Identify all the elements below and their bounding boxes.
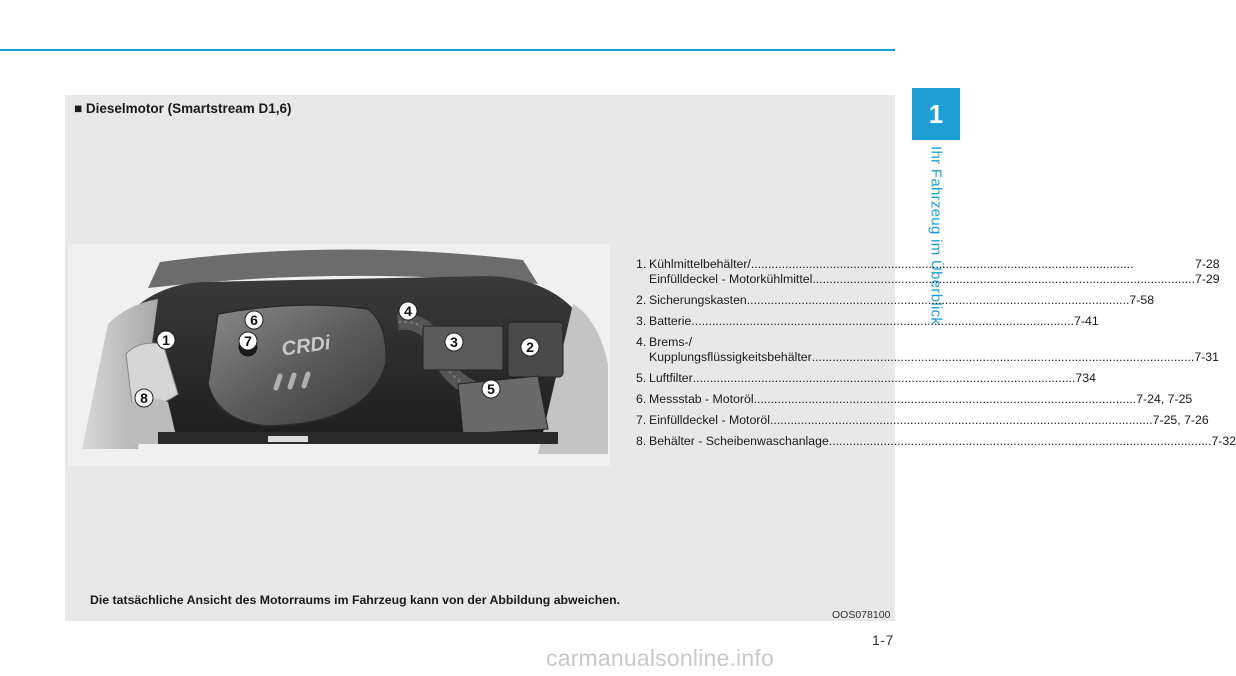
part-body <box>649 335 1219 365</box>
part-label: Einfülldeckel - Motoröl <box>649 413 770 427</box>
part-line <box>649 314 1099 329</box>
engine-cover-logo: CRDi <box>280 331 332 361</box>
image-caption: Die tatsächliche Ansicht des Motorraums im Fahrzeug kann von der Abbildung abweichen. <box>90 593 620 607</box>
part-label: Sicherungskasten <box>649 293 747 307</box>
leader-dots <box>812 272 1195 287</box>
part-line <box>649 272 1220 287</box>
part-number: 4. <box>636 335 647 349</box>
part-label: Batterie <box>649 314 692 328</box>
part-label: Behälter - Scheibenwaschanlage <box>649 434 829 448</box>
part-line <box>649 257 1220 272</box>
callout-8 <box>135 389 153 407</box>
parts-list-item <box>636 335 1219 365</box>
part-number: 5. <box>636 371 647 385</box>
part-body <box>649 413 1209 428</box>
parts-list-item <box>636 314 1099 329</box>
part-line <box>649 413 1209 428</box>
callout-7 <box>239 332 257 350</box>
callout-label: 5 <box>487 381 495 397</box>
callout-1 <box>157 331 175 349</box>
part-line <box>649 434 1236 449</box>
part-label: Messstab - Motoröl <box>649 392 754 406</box>
leader-dots <box>751 257 1195 272</box>
chapter-side-label <box>922 146 950 326</box>
part-line <box>649 350 1219 365</box>
leader-dots <box>829 434 1212 449</box>
part-body <box>649 257 1220 287</box>
part-number: 1. <box>636 257 647 271</box>
leader-dots <box>770 413 1153 428</box>
part-body <box>649 392 1192 407</box>
section-title: ■ Dieselmotor (Smartstream D1,6) <box>74 101 292 116</box>
leader-dots <box>691 314 1074 329</box>
leader-dots <box>754 392 1137 407</box>
part-label: Kupplungsflüssigkeitsbehälter <box>649 350 812 364</box>
callout-4 <box>399 302 417 320</box>
engine-bay-illustration <box>68 244 610 466</box>
part-line <box>649 371 1096 386</box>
parts-list-item <box>636 434 1236 449</box>
callout-6 <box>245 311 263 329</box>
leader-dots <box>747 293 1130 308</box>
part-number: 6. <box>636 392 647 406</box>
parts-list-item <box>636 257 1220 287</box>
chapter-title: Ihr Fahrzeug im Überblick <box>927 146 945 326</box>
callout-label: 1 <box>162 332 170 348</box>
part-label: Einfülldeckel - Motorkühlmittel <box>649 272 813 286</box>
header-rule <box>0 49 895 51</box>
part-page-ref[interactable]: 7-32 <box>1211 434 1236 448</box>
part-page-ref[interactable]: 7-58 <box>1129 293 1155 307</box>
chapter-tab[interactable] <box>912 88 960 140</box>
leader-dots <box>693 371 1076 386</box>
part-label: Brems-/ <box>649 335 693 349</box>
callout-label: 3 <box>450 334 458 350</box>
part-body <box>649 371 1096 386</box>
part-page-ref[interactable]: 7-28 <box>1195 257 1220 271</box>
part-number: 7. <box>636 413 647 427</box>
parts-list-item <box>636 392 1193 407</box>
part-number: 2. <box>636 293 647 307</box>
part-line <box>649 335 1219 350</box>
watermark: carmanualsonline.info <box>546 645 774 671</box>
part-label: Luftfilter <box>649 371 693 385</box>
parts-list-item <box>636 293 1155 308</box>
part-page-ref[interactable]: 7-24, 7-25 <box>1136 392 1193 406</box>
callout-3 <box>445 333 463 351</box>
part-number: 3. <box>636 314 647 328</box>
part-page-ref[interactable]: 7-31 <box>1194 350 1219 364</box>
page-number: 1-7 <box>872 632 894 648</box>
part-page-ref[interactable]: 7-29 <box>1195 272 1220 286</box>
parts-list-item <box>636 413 1209 428</box>
callout-label: 7 <box>244 333 252 349</box>
part-body <box>649 314 1099 329</box>
parts-list <box>636 257 1236 455</box>
parts-list-item <box>636 371 1096 386</box>
callout-label: 2 <box>526 339 534 355</box>
part-page-ref[interactable]: 7-25, 7-26 <box>1152 413 1209 427</box>
leader-dots <box>812 350 1195 365</box>
part-page-ref[interactable]: 7-41 <box>1074 314 1099 328</box>
part-body <box>649 434 1236 449</box>
part-page-ref[interactable]: 734 <box>1075 371 1096 385</box>
callout-label: 8 <box>140 390 148 406</box>
part-body <box>649 293 1154 308</box>
callout-5 <box>482 380 500 398</box>
part-label: Kühlmittelbehälter/ <box>649 257 751 271</box>
part-line <box>649 392 1192 407</box>
image-code: OOS078100 <box>832 609 891 621</box>
callout-label: 6 <box>250 312 258 328</box>
part-line <box>649 293 1154 308</box>
callout-2 <box>521 338 539 356</box>
part-number: 8. <box>636 434 647 448</box>
chapter-number: 1 <box>928 98 944 129</box>
callout-label: 4 <box>404 303 412 319</box>
